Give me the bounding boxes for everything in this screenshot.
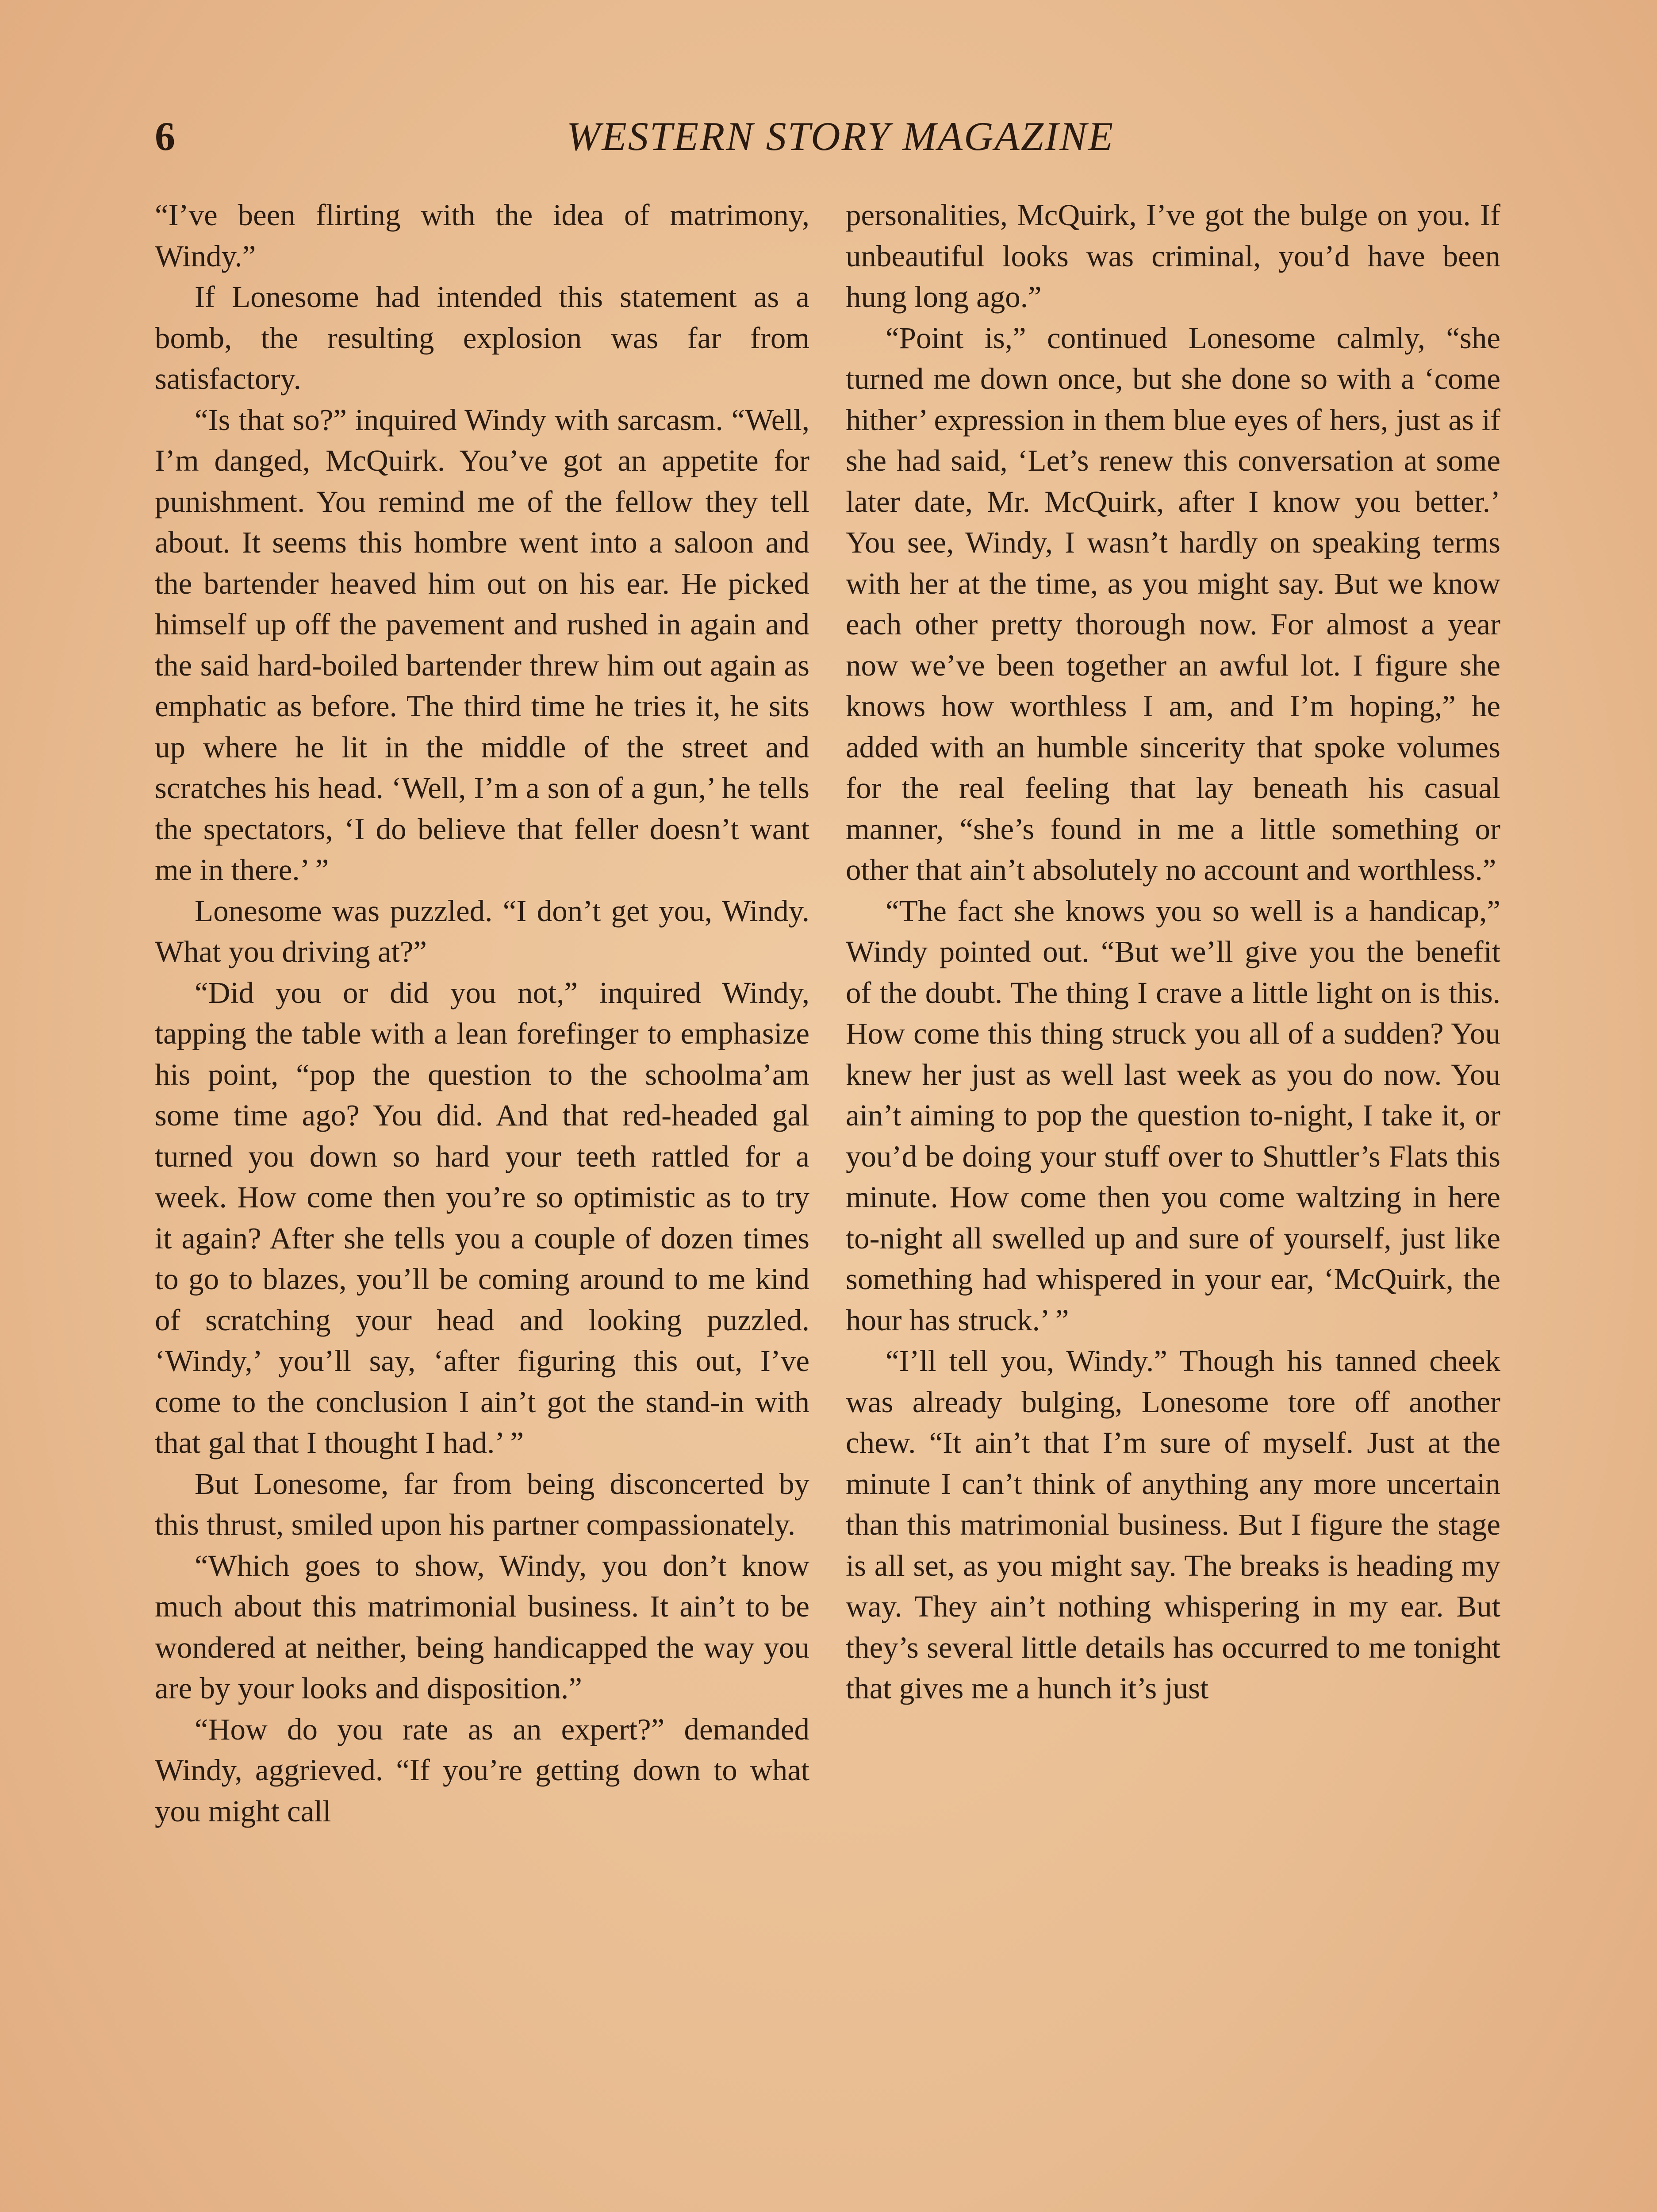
paragraph: Lonesome was puzzled. “I don’t get you, Windy. What you driving at?” (155, 894, 809, 968)
running-title: WESTERN STORY MAGAZINE (566, 114, 1115, 159)
paragraph: “The fact she knows you so well is a handicap,” Windy pointed out. “But we’ll give you the benefit of the doubt. The thing I crave a little light on is this. How come this thing struck you all of a sudden? You knew her just as well last week as you do now. You ain’t aiming to pop the question to-night, I take it, or you’d be doing your stuff over to Shuttler’s Flats this minute. How come then you come waltzing in here to-night all swelled up and sure of yourself, just like something had whispered in your ear, ‘McQuirk, the hour has struck.’ ” (846, 894, 1500, 1337)
paragraph: “Is that so?” inquired Windy with sarcasm. “Well, I’m danged, McQuirk. You’ve got an appetite for punishment. You remind me of the fellow they tell about. It seems this hombre went into a saloon and the bartender heaved him out on his ear. He picked himself up off the pavement and rushed in again and the said hard-boiled bartender threw him out again as emphatic as before. The third time he tries it, he sits up where he lit in the middle of the street and scratches his head. ‘Well, I’m a son of a gun,’ he tells the spectators, ‘I do believe that feller doesn’t want me in there.’ ” (155, 403, 809, 887)
paragraph: personalities, McQuirk, I’ve got the bulge on you. If unbeautiful looks was criminal, you’d have been hung long ago.” (846, 198, 1500, 314)
paragraph: “I’ve been flirting with the idea of matrimony, Windy.” (155, 198, 809, 273)
paragraph: “I’ll tell you, Windy.” Though his tanned cheek was already bulging, Lonesome tore off another chew. “It ain’t that I’m sure of myself. Just at the minute I can’t think of anything any more uncertain than this matrimonial business. But I figure the stage is all set, as you might say. The breaks is heading my way. They ain’t nothing whispering in my ear. But they’s several little details has occurred to me tonight that gives me a hunch it’s just (846, 1344, 1500, 1705)
paragraph: “Did you or did you not,” inquired Windy, tapping the table with a lean forefinger to emphasize his point, “pop the question to the schoolma’am some time ago? You did. And that red-headed gal turned you down so hard your teeth rattled for a week. How come then you’re so optimistic as to try it again? After she tells you a couple of dozen times to go to blazes, you’ll be coming around to me kind of scratching your head and looking puzzled. ‘Windy,’ you’ll say, ‘after figuring this out, I’ve come to the conclusion I ain’t got the stand-in with that gal that I thought I had.’ ” (155, 975, 809, 1459)
paragraph: But Lonesome, far from being disconcerted by this thrust, smiled upon his partner compassionately. (155, 1467, 809, 1541)
right-column (846, 195, 1500, 1709)
page-number: 6 (155, 114, 175, 159)
paragraph: “How do you rate as an expert?” demanded Windy, aggrieved. “If you’re getting down to what you might call (155, 1712, 809, 1828)
left-column (155, 195, 809, 1832)
paragraph: If Lonesome had intended this statement as a bomb, the resulting explosion was far from satisfactory. (155, 280, 809, 396)
page-header (155, 113, 1504, 175)
paragraph: “Point is,” continued Lonesome calmly, “she turned me down once, but she done so with a ‘come hither’ expression in them blue eyes of hers, just as if she had said, ‘Let’s renew this conversation at some later date, Mr. McQuirk, after I know you better.’ You see, Windy, I wasn’t hardly on speaking terms with her at the time, as you might say. But we know each other pretty thorough now. For almost a year now we’ve been together an awful lot. I figure she knows how worthless I am, and I’m hoping,” he added with an humble sincerity that spoke volumes for the real feeling that lay beneath his casual manner, “she’s found in me a little something or other that ain’t absolutely no account and worthless.” (846, 321, 1500, 887)
paragraph: “Which goes to show, Windy, you don’t know much about this matrimonial business. It ain’t to be wondered at neither, being handicapped the way you are by your looks and disposition.” (155, 1548, 809, 1705)
